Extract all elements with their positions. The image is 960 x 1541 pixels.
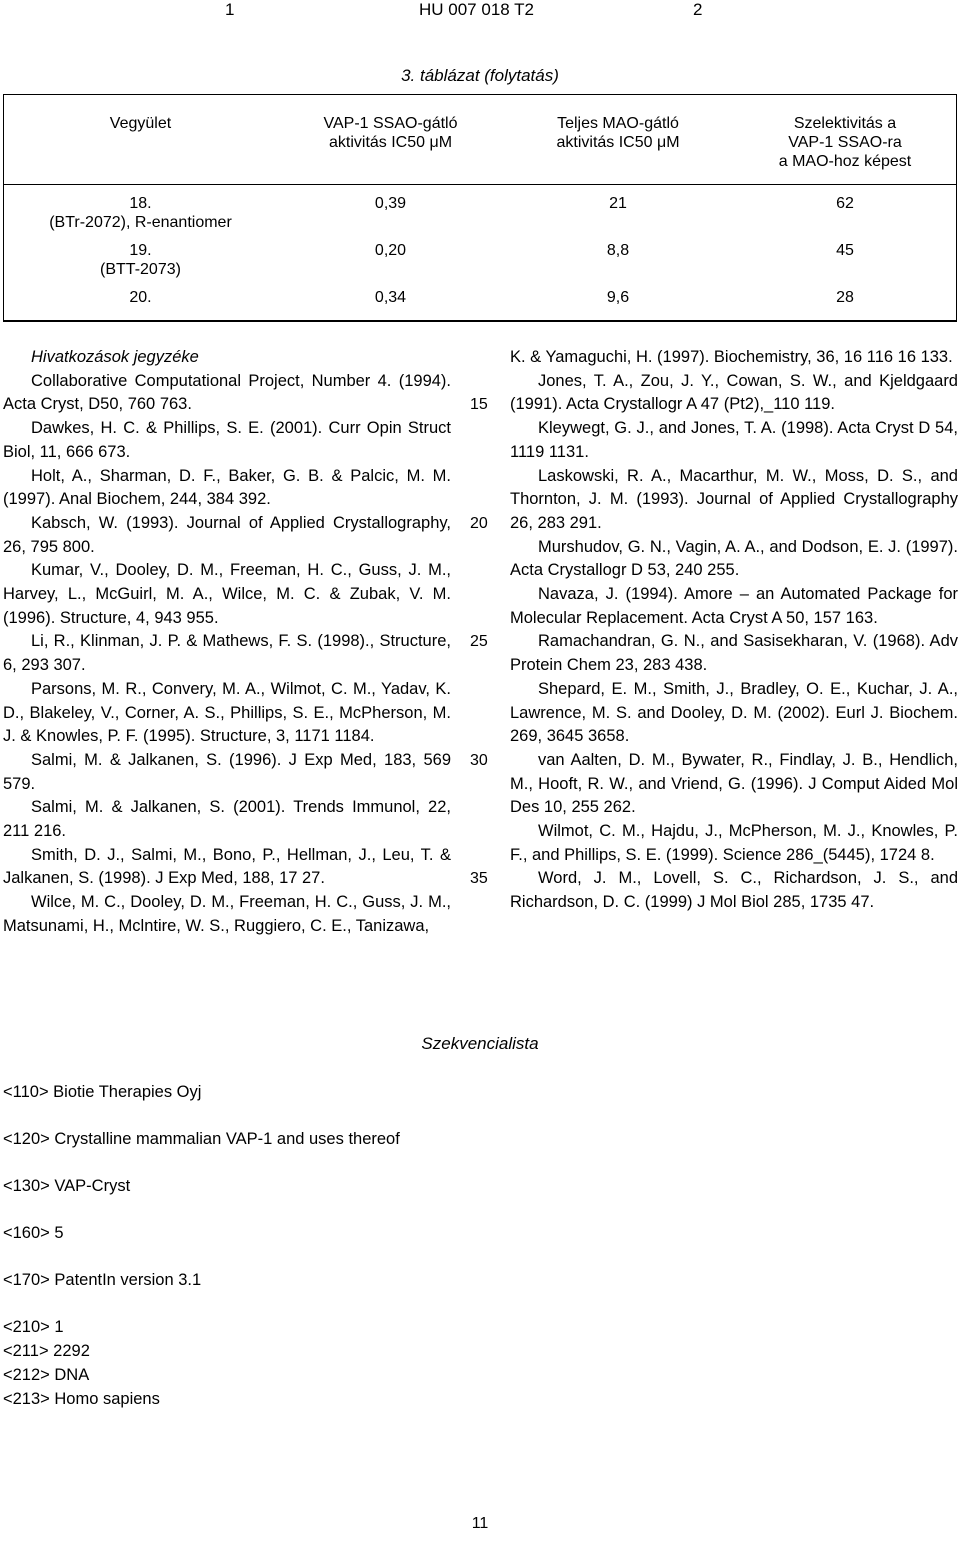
reference-item: Holt, A., Sharman, D. F., Baker, G. B. & Palcic, M. M. (1997). Anal Biochem, 244, 384 392. bbox=[3, 466, 451, 509]
sequence-entry: <212> DNA bbox=[3, 1366, 90, 1384]
reference-item: Wilce, M. C., Dooley, D. M., Freeman, H. C., Guss, J. M., Matsunami, H., Mclntire, W. S., Ruggiero, C. E., Tanizawa, bbox=[3, 893, 451, 935]
header-left-page-number: 1 bbox=[225, 0, 235, 19]
cell-selectivity: 28 bbox=[733, 284, 957, 321]
column-header-selectivity-text: Szelektivitás a VAP-1 SSAO-ra a MAO-hoz képest bbox=[778, 115, 912, 170]
sequence-entry: <211> 2292 bbox=[3, 1342, 90, 1360]
reference-item: Laskowski, R. A., Macarthur, M. W., Moss, D. S., and Thornton, J. M. (1993). Journal of Applied Crystallography 26, 283 291. bbox=[510, 466, 958, 532]
reference-item: Salmi, M. & Jalkanen, S. (2001). Trends Immunol, 22, 211 216. bbox=[3, 798, 451, 841]
line-number-25: 25 bbox=[470, 633, 488, 650]
reference-item: Li, R., Klinman, J. P. & Mathews, F. S. (1998)., Structure, 6, 293 307. bbox=[3, 632, 451, 675]
column-header-compound-text: Vegyület bbox=[109, 115, 172, 132]
line-number-35: 35 bbox=[470, 870, 488, 887]
sequence-entry: <130> VAP-Cryst bbox=[3, 1177, 131, 1195]
header-document-id: HU 007 018 T2 bbox=[419, 0, 534, 19]
sequence-listing-title: Szekvencialista bbox=[421, 1034, 539, 1053]
sequence-entry: <110> Biotie Therapies Oyj bbox=[3, 1083, 202, 1101]
reference-item: Jones, T. A., Zou, J. Y., Cowan, S. W., and Kjeldgaard (1991). Acta Crystallogr A 47 (Pt2),_110 119. bbox=[510, 371, 958, 414]
line-number-15: 15 bbox=[470, 396, 488, 413]
sequence-entry: <120> Crystalline mammalian VAP-1 and uses thereof bbox=[3, 1130, 400, 1148]
references-heading: Hivatkozások jegyzéke bbox=[31, 348, 199, 366]
reference-item: van Aalten, D. M., Bywater, R., Findlay, J. B., Hendlich, M., Hooft, R. W., and Vriend, G. (1996). J Comput Aided Mol Des 10, 255 262. bbox=[510, 750, 958, 817]
cell-vap1-ic50: 0,20 bbox=[374, 242, 407, 259]
cell-mao-ic50: 21 bbox=[609, 195, 627, 212]
sequence-entry: <210> 1 bbox=[3, 1318, 64, 1336]
reference-item: Parsons, M. R., Convery, M. A., Wilmot, C. M., Yadav, K. D., Blakeley, V., Corner, A. S., Phillips, S. E., McPherson, M. J. & Knowles, P. F. (1995). Structure, 3, 1171 1184. bbox=[3, 679, 451, 746]
reference-item: Kleywegt, G. J., and Jones, T. A. (1998). Acta Cryst D 54, 1119 1131. bbox=[510, 419, 958, 461]
column-header-compound bbox=[3, 94, 278, 185]
table-row bbox=[3, 284, 957, 321]
reference-item: Wilmot, C. M., Hajdu, J., McPherson, M. J., Knowles, P. F., and Phillips, S. E. (1999). Science 286_(5445), 1724 8. bbox=[510, 822, 958, 864]
cell-vap1-ic50: 0,39 bbox=[374, 195, 407, 212]
reference-item: Word, J. M., Lovell, S. C., Richardson, J. S., and Richardson, D. C. (1999) J Mol Biol 285, 1735 47. bbox=[510, 869, 958, 912]
sequence-entry: <213> Homo sapiens bbox=[3, 1390, 160, 1408]
column-header-selectivity bbox=[733, 94, 957, 185]
cell-vap1-ic50: 0,34 bbox=[278, 284, 503, 321]
line-number-20: 20 bbox=[470, 515, 488, 532]
reference-item: Kumar, V., Dooley, D. M., Freeman, H. C., Guss, J. M., Harvey, L., McGuirl, M. A., Wilce, M. C. & Zubak, V. M. (1996). Structure, 4, 943 955. bbox=[3, 561, 451, 627]
table-row bbox=[3, 185, 957, 242]
cell-compound: 18. (BTr-2072), R-enantiomer bbox=[49, 195, 232, 231]
cell-compound: 19. (BTT-2073) bbox=[100, 242, 181, 278]
reference-item: Smith, D. J., Salmi, M., Bono, P., Hellman, J., Leu, T. & Jalkanen, S. (1998). J Exp Med, 188, 17 27. bbox=[3, 845, 451, 888]
table-header-row bbox=[3, 94, 957, 185]
cell-selectivity: 62 bbox=[836, 195, 854, 212]
table-row bbox=[3, 241, 957, 284]
reference-item: Dawkes, H. C. & Phillips, S. E. (2001). Curr Opin Struct Biol, 11, 666 673. bbox=[3, 419, 451, 461]
cell-selectivity: 45 bbox=[836, 242, 854, 259]
cell-mao-ic50: 9,6 bbox=[503, 284, 733, 321]
reference-item: Collaborative Computational Project, Number 4. (1994). Acta Cryst, D50, 760 763. bbox=[3, 371, 451, 414]
reference-item: Ramachandran, G. N., and Sasisekharan, V. (1968). Adv Protein Chem 23, 283 438. bbox=[510, 632, 958, 675]
line-number-30: 30 bbox=[470, 752, 488, 769]
reference-item: Murshudov, G. N., Vagin, A. A., and Dodson, E. J. (1997). Acta Crystallogr D 53, 240 255. bbox=[510, 537, 958, 580]
column-header-vap1-ic50-text: VAP-1 SSAO-gátló aktivitás IC50 μM bbox=[323, 115, 458, 151]
references-left-column bbox=[3, 346, 451, 939]
page-number: 11 bbox=[471, 1515, 489, 1532]
sequence-entry: <170> PatentIn version 3.1 bbox=[3, 1271, 202, 1289]
reference-item: Kabsch, W. (1993). Journal of Applied Crystallography, 26, 795 800. bbox=[3, 513, 451, 556]
reference-item: Shepard, E. M., Smith, J., Bradley, O. E., Kuchar, J. A., Lawrence, M. S. and Dooley, D. M. (2002). Eurl J. Biochem. 269, 3645 3658. bbox=[510, 679, 958, 746]
column-header-mao-ic50-text: Teljes MAO-gátló aktivitás IC50 μM bbox=[556, 115, 680, 151]
sequence-entry: <160> 5 bbox=[3, 1224, 64, 1242]
column-header-mao-ic50 bbox=[503, 94, 733, 185]
references-right-column bbox=[510, 346, 958, 915]
cell-compound: 20. bbox=[3, 284, 278, 321]
reference-item: K. & Yamaguchi, H. (1997). Biochemistry, 36, 16 116 16 133. bbox=[510, 348, 953, 366]
column-header-vap1-ic50 bbox=[278, 94, 503, 185]
header-right-page-number: 2 bbox=[693, 0, 703, 19]
selectivity-table bbox=[3, 94, 957, 321]
table-caption: 3. táblázat (folytatás) bbox=[401, 66, 559, 85]
reference-item: Navaza, J. (1994). Amore – an Automated Package for Molecular Replacement. Acta Cryst A 50, 157 163. bbox=[510, 585, 958, 627]
cell-mao-ic50: 8,8 bbox=[606, 242, 630, 259]
reference-item: Salmi, M. & Jalkanen, S. (1996). J Exp Med, 183, 569 579. bbox=[3, 750, 451, 793]
